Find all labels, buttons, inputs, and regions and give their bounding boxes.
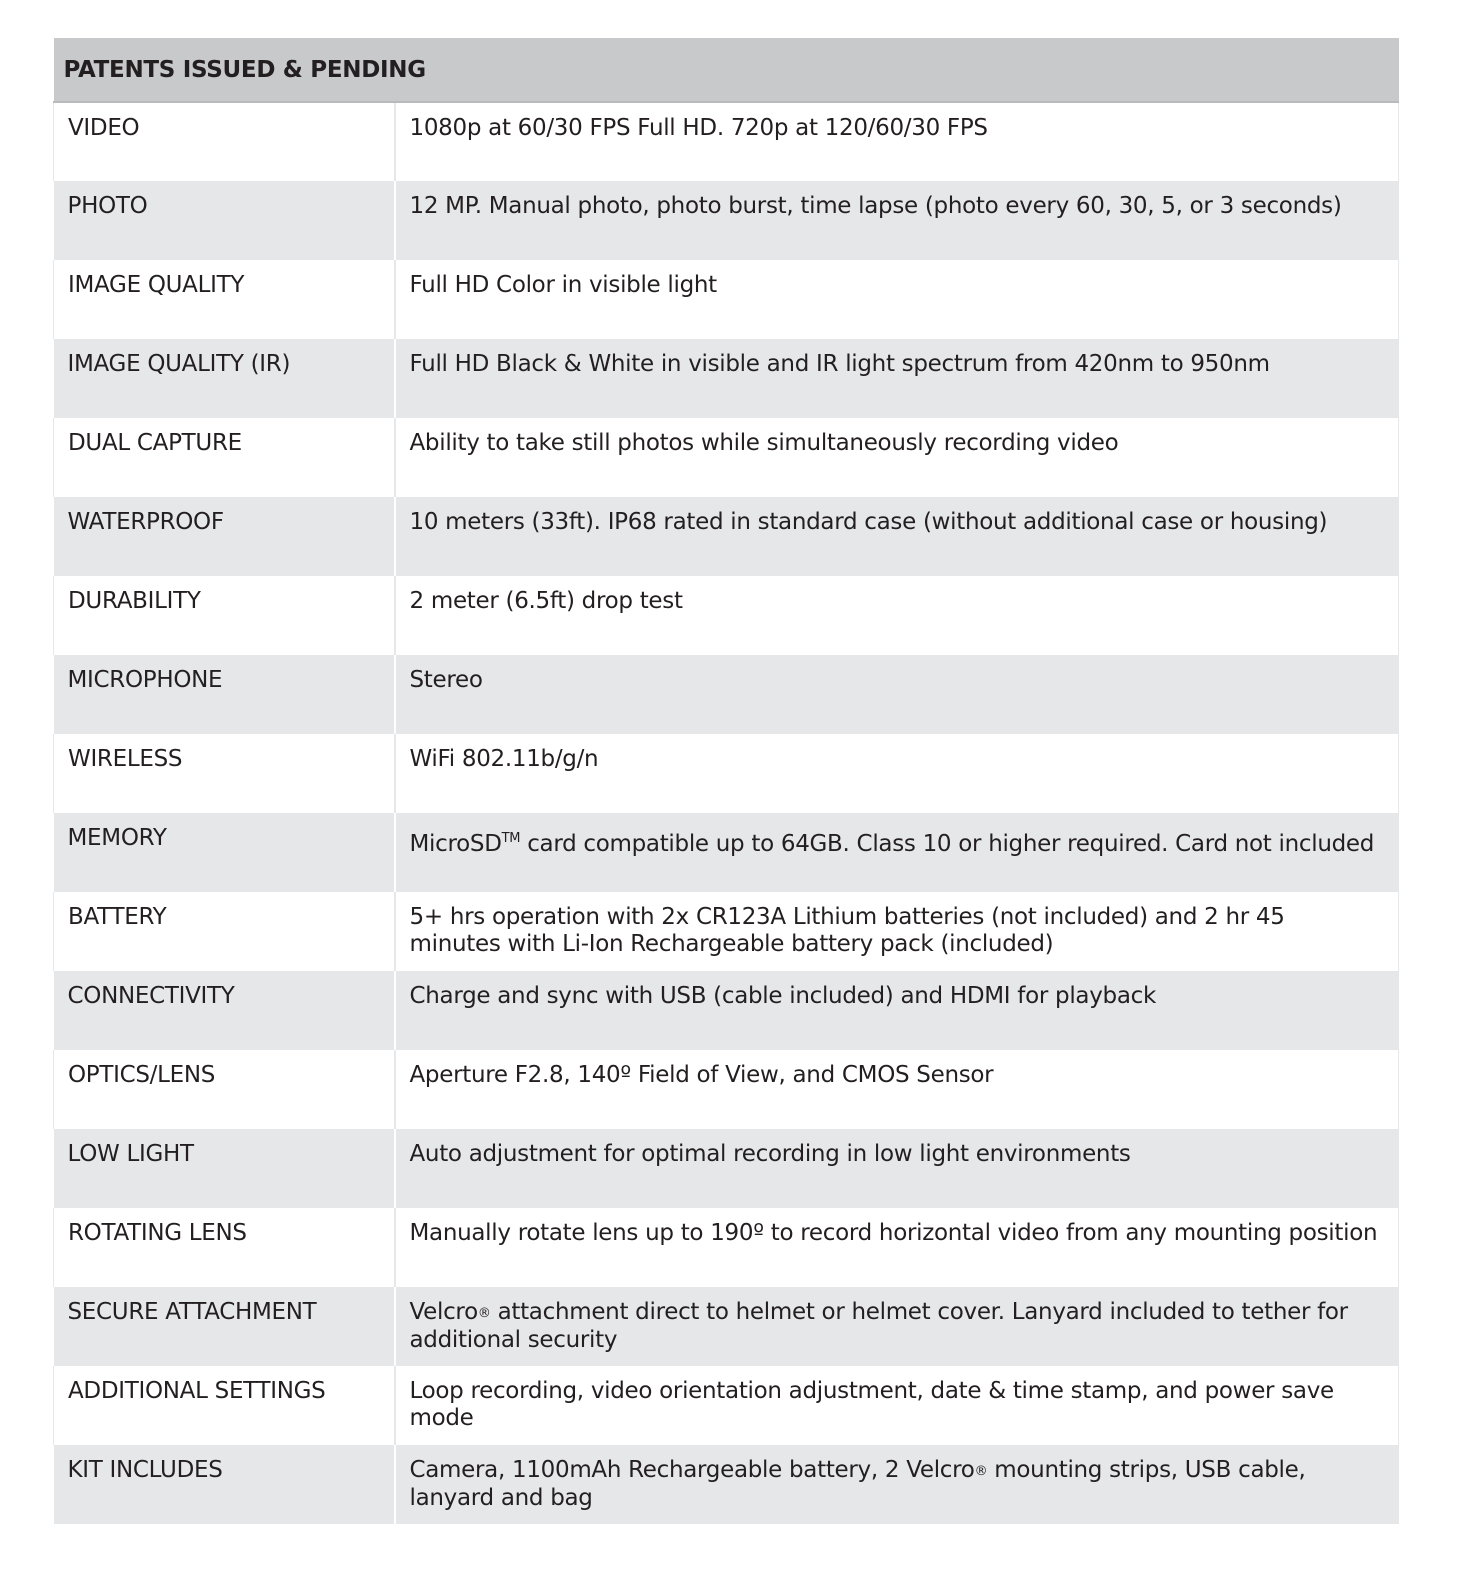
spec-row-image-quality-ir [54,339,1399,418]
spec-value: 12 MP. Manual photo, photo burst, time lapse (photo every 60, 30, 5, or 3 seconds) [395,181,1399,260]
spec-value-text: MicroSD [409,831,502,857]
spec-value: Ability to take still photos while simultaneously recording video [395,418,1399,497]
spec-row-photo [54,181,1399,260]
spec-value: Auto adjustment for optimal recording in low light environments [395,1129,1399,1208]
spec-value [395,1445,1399,1524]
spec-value: 1080p at 60/30 FPS Full HD. 720p at 120/60/30 FPS [395,102,1399,181]
spec-row-durability [54,576,1399,655]
spec-row-connectivity [54,971,1399,1050]
spec-value: 10 meters (33ft). IP68 rated in standard case (without additional case or housing) [395,497,1399,576]
spec-row-optics-lens [54,1050,1399,1129]
spec-label: MEMORY [54,813,395,892]
trademark-mark: TM [501,831,521,846]
table-header-row [54,38,1399,102]
spec-table [53,38,1399,1524]
spec-row-additional-settings [54,1366,1399,1445]
spec-label: IMAGE QUALITY (IR) [54,339,395,418]
spec-label: CONNECTIVITY [54,971,395,1050]
registered-mark: ® [477,1306,491,1321]
spec-label: DURABILITY [54,576,395,655]
spec-label: VIDEO [54,102,395,181]
spec-label: KIT INCLUDES [54,1445,395,1524]
spec-label: MICROPHONE [54,655,395,734]
table-header-title: PATENTS ISSUED & PENDING [54,38,1399,102]
spec-row-dual-capture [54,418,1399,497]
spec-label: DUAL CAPTURE [54,418,395,497]
spec-value: Aperture F2.8, 140º Field of View, and CMOS Sensor [395,1050,1399,1129]
spec-value: 5+ hrs operation with 2x CR123A Lithium batteries (not included) and 2 hr 45 minutes with Li-Ion Rechargeable battery pack (included) [395,892,1399,971]
spec-label: WIRELESS [54,734,395,813]
spec-value: Manually rotate lens up to 190º to record horizontal video from any mounting position [395,1208,1399,1287]
spec-label: PHOTO [54,181,395,260]
spec-row-video [54,102,1399,181]
spec-value: Loop recording, video orientation adjustment, date & time stamp, and power save mode [395,1366,1399,1445]
spec-label: OPTICS/LENS [54,1050,395,1129]
spec-row-image-quality [54,260,1399,339]
spec-value [395,1287,1399,1366]
spec-value: WiFi 802.11b/g/n [395,734,1399,813]
spec-value: Full HD Color in visible light [395,260,1399,339]
spec-value-text: Camera, 1100mAh Rechargeable battery, 2 Velcro [409,1457,975,1483]
spec-row-kit-includes [54,1445,1399,1524]
spec-row-secure-attachment [54,1287,1399,1366]
registered-mark: ® [974,1464,988,1479]
spec-value [395,813,1399,892]
spec-value-text: mounting strips, USB cable, lanyard and bag [409,1457,1306,1511]
spec-row-rotating-lens [54,1208,1399,1287]
spec-label: ADDITIONAL SETTINGS [54,1366,395,1445]
spec-value: Charge and sync with USB (cable included) and HDMI for playback [395,971,1399,1050]
spec-row-wireless [54,734,1399,813]
spec-row-memory [54,813,1399,892]
spec-value-text: card compatible up to 64GB. Class 10 or higher required. Card not included [520,831,1375,857]
spec-value-text: attachment direct to helmet or helmet cover. Lanyard included to tether for additional security [409,1299,1348,1353]
spec-label: BATTERY [54,892,395,971]
spec-label: IMAGE QUALITY [54,260,395,339]
spec-label: ROTATING LENS [54,1208,395,1287]
spec-label: SECURE ATTACHMENT [54,1287,395,1366]
spec-label: LOW LIGHT [54,1129,395,1208]
spec-label: WATERPROOF [54,497,395,576]
spec-row-low-light [54,1129,1399,1208]
spec-value: Full HD Black & White in visible and IR light spectrum from 420nm to 950nm [395,339,1399,418]
spec-row-microphone [54,655,1399,734]
spec-row-battery [54,892,1399,971]
spec-row-waterproof [54,497,1399,576]
spec-value: 2 meter (6.5ft) drop test [395,576,1399,655]
spec-value-text: Velcro [409,1299,478,1325]
spec-value: Stereo [395,655,1399,734]
